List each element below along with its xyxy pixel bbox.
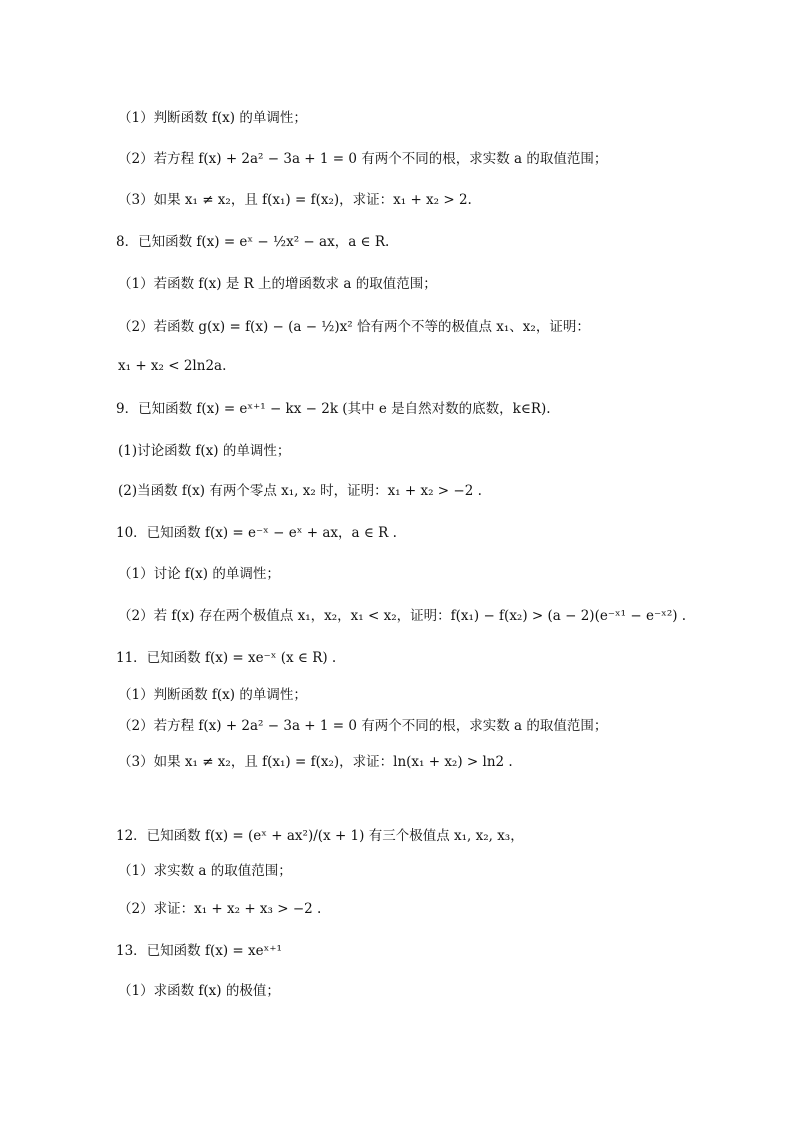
line-12: （1）讨论 f(x) 的单调性； <box>118 566 280 582</box>
line-13: （2）若 f(x) 存在两个极值点 x₁，x₂，x₁ < x₂，证明：f(x₁) − f(x₂) > (a − 2)(e⁻ˣ¹ − e⁻ˣ²) . <box>118 608 687 624</box>
question-11-stem: 11．已知函数 f(x) = xe⁻ˣ (x ∈ R) . <box>116 650 337 666</box>
question-12-stem: 12．已知函数 f(x) = (eˣ + ax²)/(x + 1) 有三个极值点 x₁, x₂, x₃， <box>116 828 524 844</box>
question-9-stem: 9．已知函数 f(x) = eˣ⁺¹ − kx − 2k (其中 e 是自然对数的底数，k∈R). <box>116 401 551 417</box>
line-10: (2)当函数 f(x) 有两个零点 x₁, x₂ 时，证明：x₁ + x₂ > −2 . <box>118 483 482 499</box>
question-8-stem: 8．已知函数 f(x) = eˣ − ½x² − ax，a ∈ R. <box>116 234 390 250</box>
line-9: (1)讨论函数 f(x) 的单调性； <box>118 443 291 459</box>
line-2: （2）若方程 f(x) + 2a² − 3a + 1 = 0 有两个不同的根，求实数 a 的取值范围； <box>118 151 608 167</box>
line-1: （1）判断函数 f(x) 的单调性； <box>118 110 307 126</box>
line-22: （1）求函数 f(x) 的极值； <box>118 983 280 999</box>
question-10-stem: 10．已知函数 f(x) = e⁻ˣ − eˣ + ax，a ∈ R . <box>116 525 397 541</box>
line-16: （2）若方程 f(x) + 2a² − 3a + 1 = 0 有两个不同的根，求实数 a 的取值范围； <box>118 718 608 734</box>
line-3: （3）如果 x₁ ≠ x₂，且 f(x₁) = f(x₂)，求证：x₁ + x₂ > 2. <box>118 192 472 208</box>
line-20: （2）求证：x₁ + x₂ + x₃ > −2 . <box>118 901 322 917</box>
line-17: （3）如果 x₁ ≠ x₂，且 f(x₁) = f(x₂)，求证：ln(x₁ + x₂) > ln2 . <box>118 754 513 770</box>
line-7: x₁ + x₂ < 2ln2a. <box>118 358 227 374</box>
line-19: （1）求实数 a 的取值范围； <box>118 863 292 879</box>
line-15: （1）判断函数 f(x) 的单调性； <box>118 687 307 703</box>
line-5: （1）若函数 f(x) 是 R 上的增函数求 a 的取值范围； <box>118 276 437 292</box>
line-6: （2）若函数 g(x) = f(x) − (a − ½)x² 恰有两个不等的极值点 x₁、x₂，证明： <box>118 319 590 335</box>
question-13-stem: 13．已知函数 f(x) = xeˣ⁺¹ <box>116 943 282 959</box>
